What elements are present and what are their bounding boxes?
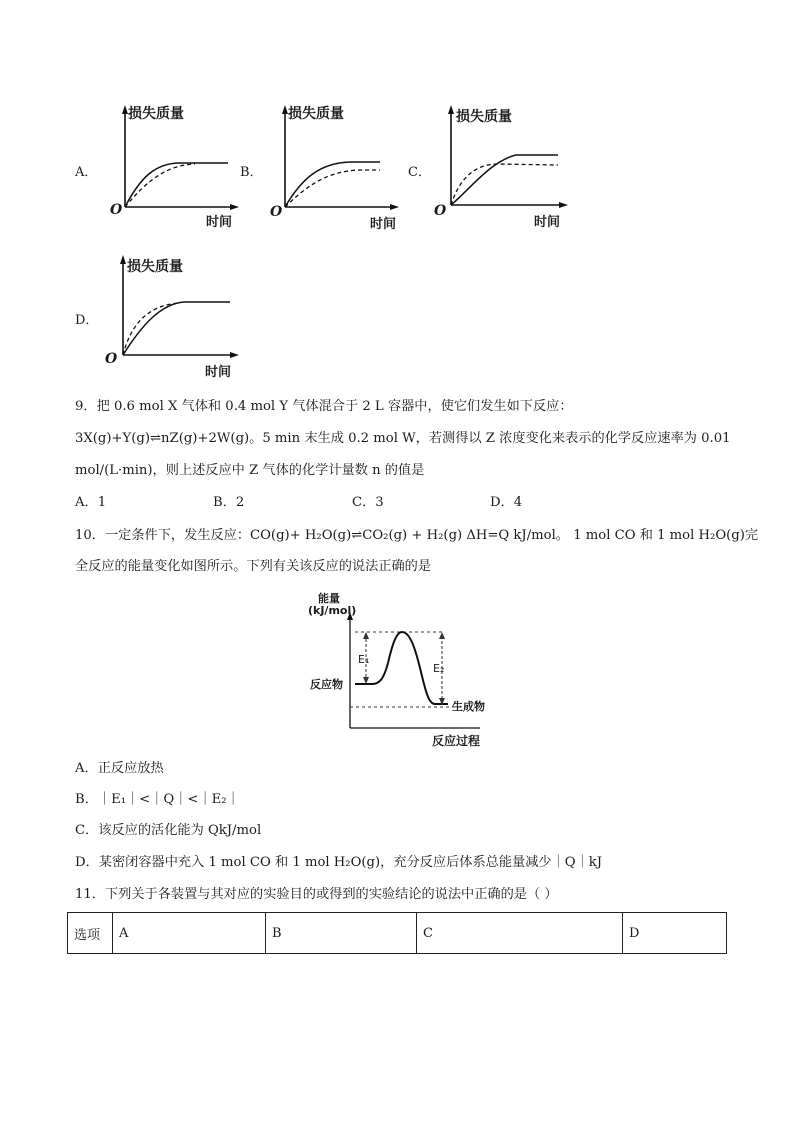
energy-xlabel: 反应过程 [432, 734, 481, 748]
q9-choice-d: D．4 [490, 495, 523, 510]
energy-reactant: 反应物 [310, 678, 343, 691]
q10-choice-d: D．某密闭容器中充入 1 mol CO 和 1 mol H₂O(g)，充分反应后体系总能量减少｜Q｜kJ [75, 855, 603, 870]
q10-choice-c: C．该反应的活化能为 QkJ/mol [75, 823, 262, 838]
graph-b-ylabel: 损失质量 [288, 106, 344, 122]
graph-b-origin: O [270, 204, 283, 220]
energy-yunit: (kJ/mol) [308, 604, 357, 617]
option-b-letter: B． [240, 165, 263, 180]
table-row [68, 913, 727, 954]
table-header-option: 选项 [68, 913, 113, 954]
q10-choice-a: A．正反应放热 [75, 761, 164, 776]
graph-c-ylabel: 损失质量 [456, 109, 512, 125]
graph-c-origin: O [434, 203, 447, 219]
q11-line1: 11．下列关于各装置与其对应的实验目的或得到的实验结论的说法中正确的是（ ） [75, 887, 558, 902]
option-d-letter: D． [75, 313, 99, 328]
graph-c [436, 103, 571, 228]
option-c-letter: C． [408, 165, 431, 180]
graph-d-xlabel: 时间 [205, 365, 232, 380]
q10-line1: 10．一定条件下，发生反应：CO(g)+ H₂O(g)⇌CO₂(g) + H₂(g) ΔH=Q kJ/mol。 1 mol CO 和 1 mol H₂O(g)完 [75, 528, 759, 543]
option-a-letter: A． [75, 165, 98, 180]
q9-choice-b: B．2 [213, 495, 245, 510]
energy-e2: E₂ [433, 662, 445, 675]
graph-a-ylabel: 损失质量 [128, 106, 184, 122]
graph-a [110, 103, 240, 228]
graph-d [105, 253, 240, 378]
table-header-a: A [113, 913, 266, 954]
graph-d-ylabel: 损失质量 [127, 259, 183, 275]
graph-a-xlabel: 时间 [206, 215, 233, 230]
q9-choice-a: A．1 [75, 495, 107, 510]
q9-line1: 9．把 0.6 mol X 气体和 0.4 mol Y 气体混合于 2 L 容器中，使它们发生如下反应： [75, 399, 573, 414]
q11-options-table [67, 912, 727, 954]
q9-choice-c: C．3 [352, 495, 384, 510]
q9-line2: 3X(g)+Y(g)⇌nZ(g)+2W(g)。5 min 末生成 0.2 mol W，若测得以 Z 浓度变化来表示的化学反应速率为 0.01 [75, 431, 731, 446]
graph-d-origin: O [105, 351, 118, 367]
energy-e1: E₁ [358, 653, 370, 666]
energy-diagram [300, 588, 500, 748]
q10-line2: 全反应的能量变化如图所示。下列有关该反应的说法正确的是 [75, 559, 432, 574]
graph-b-xlabel: 时间 [370, 217, 397, 232]
graph-b [270, 103, 400, 232]
table-header-d: D [623, 913, 727, 954]
table-header-c: C [417, 913, 623, 954]
graph-c-xlabel: 时间 [534, 215, 561, 230]
table-header-b: B [266, 913, 417, 954]
q9-line3: mol/(L·min)，则上述反应中 Z 气体的化学计量数 n 的值是 [75, 463, 425, 478]
q10-choice-b: B．｜E₁｜<｜Q｜<｜E₂｜ [75, 792, 240, 807]
graph-a-origin: O [110, 202, 123, 218]
energy-product: 生成物 [452, 700, 485, 713]
energy-ylabel: 能量 [318, 592, 340, 605]
